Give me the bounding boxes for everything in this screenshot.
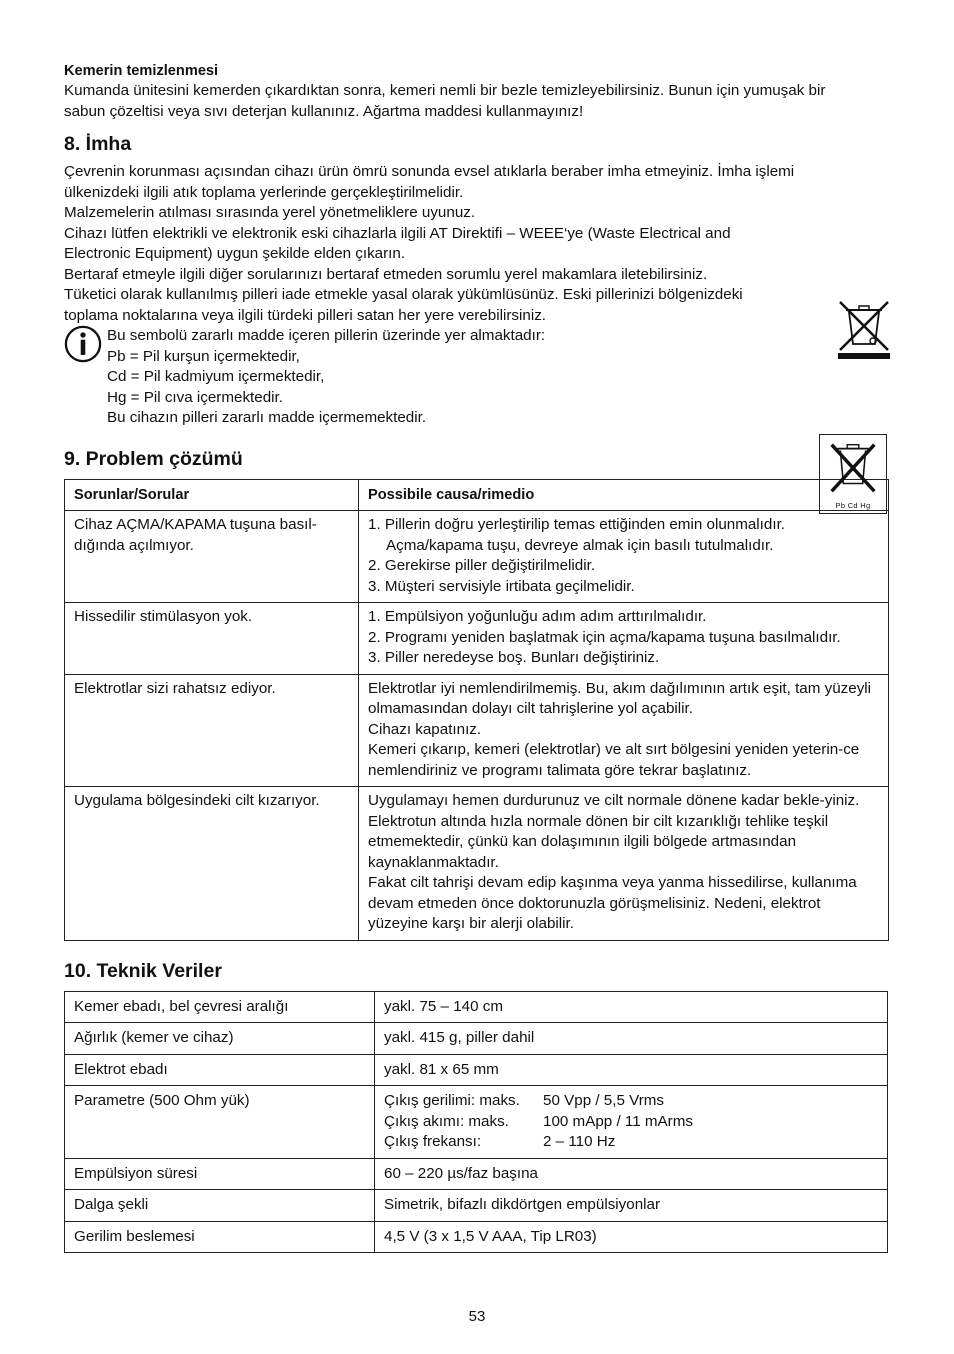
parameter-value: 50 Vpp / 5,5 Vrms [543,1092,664,1109]
weee-bin-icon [836,298,892,360]
spec-label: Elektrot ebadı [65,1054,375,1086]
technical-heading: 10. Teknik Veriler [64,959,222,982]
solution-line: Uygulamayı hemen durdurunuz ve cilt normale dönene kadar bekle-yiniz. Elektrotun altında hızla normale dönen bir cilt kızarıklığı tehlike teşkil etmemektedir, çünkü kan dolaşımının ilgili bölgede artmasından kaynaklanmaktadır. [368,792,860,871]
parameter-line [384,1112,878,1133]
table-row [65,1158,888,1190]
solution-line: 1. Pillerin doğru yerleştirilip temas ettiğinden emin olunmalıdır. [368,516,786,533]
disposal-line: toplama noktalarına veya ilgili türdeki pilleri satan her yere verebilirsiniz. [64,306,547,324]
cleaning-section [64,61,888,122]
technical-section [64,959,888,1254]
problem-cell: Cihaz AÇMA/KAPAMA tuşuna basıl-dığında açılmıyor. [65,511,359,603]
spec-value: yakl. 415 g, piller dahil [375,1023,888,1055]
disposal-line: ülkenizdeki ilgili atık toplama yerlerinde gerçekleştirilmelidir. [64,183,464,201]
spec-value: 60 – 220 µs/faz başına [375,1158,888,1190]
solution-line: Elektrotlar iyi nemlendirilmemiş. Bu, akım dağılımının artık eşit, tam yüzeyli olmamasından dolayı cilt tahrişlerine yol açabilir. [368,679,872,717]
column-header-problem: Sorunlar/Sorular [65,479,359,511]
column-header-solution: Possibile causa/rimedio [359,479,889,511]
solution-line: 1. Empülsiyon yoğunluğu adım adım arttırılmalıdır. [368,608,707,625]
table-header-row [65,479,889,511]
spec-label: Parametre (500 Ohm yük) [65,1086,375,1159]
problem-cell: Elektrotlar sizi rahatsız ediyor. [65,674,359,787]
table-row [65,603,889,675]
spec-label: Dalga şekli [65,1190,375,1222]
table-row [65,1221,888,1253]
crossed-bin-icon [820,435,886,499]
disposal-line: Malzemelerin atılması sırasında yerel yönetmeliklere uyunuz. [64,204,476,221]
solution-line: Cihazı kapatınız. [368,720,482,738]
spec-value: yakl. 81 x 65 mm [375,1054,888,1086]
spec-label: Ağırlık (kemer ve cihaz) [65,1023,375,1055]
disposal-heading: 8. İmha [64,133,132,155]
table-row [65,511,889,603]
solution-cell [359,787,889,941]
parameter-key: Çıkış frekansı: [384,1133,482,1150]
troubleshooting-table [64,479,889,941]
battery-symbol-label: Pb Cd Hg [835,501,871,510]
table-row [65,1054,888,1086]
battery-info-block [64,326,888,429]
table-row [65,1190,888,1222]
battery-info-line: Bu sembolü zararlı madde içeren pillerin üzerinde yer almaktadır: [107,327,546,344]
solution-line: 2. Programı yeniden başlatmak için açma/kapama tuşuna basılmalıdır. [368,628,841,646]
spec-label: Gerilim beslemesi [65,1221,375,1253]
cleaning-line-2: sabun çözeltisi veya sıvı deterjan kullanınız. Ağartma maddesi kullanmayınız! [64,102,584,120]
spec-value: Simetrik, bifazlı dikdörtgen empülsiyonlar [375,1190,888,1222]
parameter-key: Çıkış gerilimi: maks. [384,1092,520,1109]
table-row [65,1086,888,1159]
troubleshooting-section [64,447,888,941]
table-row [65,991,888,1023]
parameter-value: 100 mApp / 11 mArms [543,1112,693,1130]
disposal-line: Electronic Equipment) uygun şekilde elden çıkarın. [64,245,406,262]
battery-disposal-symbol [819,434,887,514]
page-content [64,61,888,1253]
solution-line: 3. Müşteri servisiyle irtibata geçilmelidir. [368,577,635,595]
spec-value: yakl. 75 – 140 cm [375,991,888,1023]
page-number: 53 [468,1308,486,1325]
solution-line: 3. Piller neredeyse boş. Bunları değiştiriniz. [368,649,660,666]
battery-info-line: Pb = Pil kurşun içermektedir, [107,347,300,365]
spec-label: Kemer ebadı, bel çevresi aralığı [65,991,375,1023]
table-row [65,787,889,941]
solution-cell [359,603,889,675]
disposal-line: Çevrenin korunması açısından cihazı ürün ömrü sonunda evsel atıklarla beraber imha etmeyiniz. İmha işlemi [64,163,795,180]
disposal-line: Tüketici olarak kullanılmış pilleri iade etmekle yasal olarak yükümlüsünüz. Eski pillerinizi bölgenizdeki [64,286,743,303]
cleaning-heading: Kemerin temizlenmesi [64,63,219,79]
spec-label: Empülsiyon süresi [65,1158,375,1190]
table-row [65,1023,888,1055]
parameter-value: 2 – 110 Hz [543,1133,616,1150]
info-icon [64,325,102,363]
parameter-key: Çıkış akımı: maks. [384,1112,509,1130]
solution-line: Kemeri çıkarıp, kemeri (elektrotlar) ve alt sırt bölgesini yeniden yeterin-ce nemlendiriniz ve programı talimata göre tekrar başlatınız. [368,741,860,779]
cleaning-line-1: Kumanda ünitesini kemerden çıkardıktan sonra, kemeri nemli bir bezle temizleyebilirsiniz. Bunun için yumuşak bir [64,82,826,99]
troubleshooting-heading: 9. Problem çözümü [64,447,243,470]
table-row [65,674,889,787]
disposal-line: Bertaraf etmeyle ilgili diğer sorularınızı bertaraf etmeden sorumlu yerel makamlara iletebilirsiniz. [64,265,708,283]
battery-info-line: Bu cihazın pilleri zararlı madde içermemektedir. [107,409,427,426]
spec-value: 4,5 V (3 x 1,5 V AAA, Tip LR03) [375,1221,888,1253]
solution-cell [359,674,889,787]
technical-table [64,991,888,1254]
disposal-line: Cihazı lütfen elektrikli ve elektronik eski cihazlarla ilgili AT Direktifi – WEEE‘ye (Waste Electrical and [64,224,731,242]
solution-line: Açma/kapama tuşu, devreye almak için basılı tutulmalıdır. [386,536,774,554]
battery-info-line: Hg = Pil cıva içermektedir. [107,388,283,406]
problem-cell: Hissedilir stimülasyon yok. [65,603,359,675]
problem-cell: Uygulama bölgesindeki cilt kızarıyor. [65,787,359,941]
solution-line: Fakat cilt tahrişi devam edip kaşınma veya yanma hissedilirse, kullanıma devam etmeden önce doktorunuzla görüşmelisiniz. Nedeni, elektrot yüzeyine karşı bir alerji olabilir. [368,874,857,932]
parameter-line [384,1132,878,1153]
solution-cell [359,511,889,603]
battery-info-line: Cd = Pil kadmiyum içermektedir, [107,368,325,385]
solution-line: 2. Gerekirse piller değiştirilmelidir. [368,557,596,574]
spec-value [375,1086,888,1159]
parameter-line [384,1091,878,1112]
